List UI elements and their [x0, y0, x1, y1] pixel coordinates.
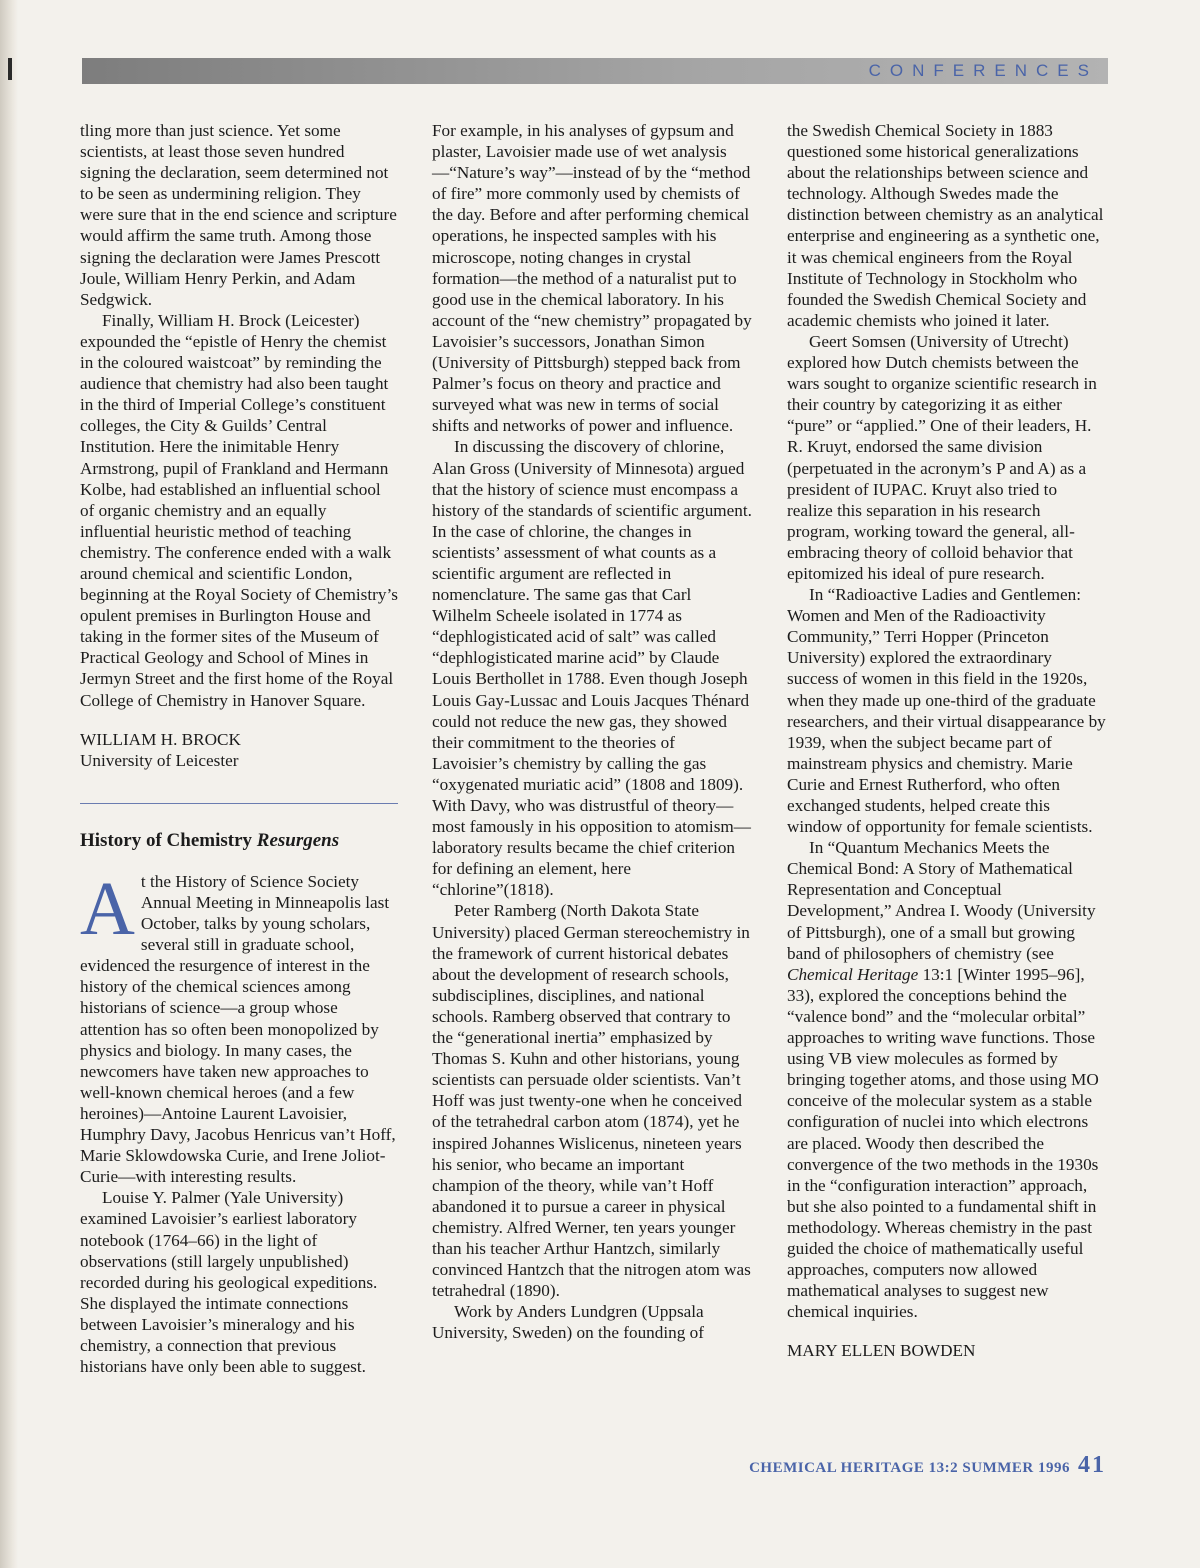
column-middle [432, 120, 752, 1343]
publication-info: CHEMICAL HERITAGE 13:2 SUMMER 1996 [749, 1460, 1070, 1476]
section-title [80, 830, 398, 851]
column-right [787, 120, 1107, 1361]
paragraph: Work by Anders Lundgren (Uppsala University, Sweden) on the founding of [432, 1302, 704, 1343]
binding-mark [8, 58, 12, 80]
author-signature-name: WILLIAM H. BROCK [80, 729, 241, 749]
column-left [80, 120, 398, 1377]
paragraph: Louise Y. Palmer (Yale University) examined Lavoisier’s earliest laboratory notebook (1764–66) in the light of observations (still largely unpublished) recorded during his geological expeditions. She displayed the intimate connections between Lavoisier’s mineralogy and his chemistry, a connection that previous historians have only been able to suggest. [80, 1188, 378, 1377]
paragraph-with-dropcap [80, 866, 398, 1187]
paragraph: Finally, William H. Brock (Leicester) expounded the “epistle of Henry the chemist in the coloured waistcoat” by reminding the audience that chemistry had also been taught in the third of Imperial College’s constituent colleges, the City & Guilds’ Central Institution. Here the inimitable Henry Armstrong, pupil of Frankland and Hermann Kolbe, had established an influential school of organic chemistry and an equally influential heuristic method of teaching chemistry. The conference ended with a walk around chemical and scientific London, beginning at the Royal Society of Chemistry’s opulent premises in Burlington House and taking in the former sites of the Museum of Practical Geology and School of Mines in Jermyn Street and the first home of the Royal College of Chemistry in Hanover Square. [80, 310, 398, 710]
dropcap-letter: A [80, 866, 135, 951]
paragraph: the Swedish Chemical Society in 1883 questioned some historical generalizations about the relationships between science and technology. Although Swedes made the distinction between chemistry as an analytical enterprise and engineering as a synthetic one, it was chemical engineers from the Royal Institute of Technology in Stockholm who founded the Swedish Chemical Society and academic chemists who joined it later. [787, 121, 1104, 330]
paragraph-text: t the History of Science Society Annual Meeting in Minneapolis last October, talks by young scholars, several still in graduate school, evidenced the resurgence of interest in the history of the chemical sciences among historians of science—a group whose attention has so often been monopolized by physics and biology. In many cases, the newcomers have taken new approaches to well-known chemical heroes (and a few heroines)—Antoine Laurent Lavoisier, Humphry Davy, Jacobus Henricus van’t Hoff, Marie Sklowdowska Curie, and Irene Joliot-Curie—with interesting results. [80, 871, 396, 1187]
author-signature-affiliation: University of Leicester [80, 750, 239, 770]
page-spine [0, 0, 18, 1568]
paragraph: In discussing the discovery of chlorine, Alan Gross (University of Minnesota) argued that the history of science must encompass a history of the standards of scientific argument. In the case of chlorine, the changes in scientists’ assessment of what counts as a scientific argument are reflected in nomenclature. The same gas that Carl Wilhelm Scheele isolated in 1774 as “dephlogisticated acid of salt” was called “dephlogisticated marine acid” by Claude Louis Berthollet in 1788. Even though Joseph Louis Gay-Lussac and Louis Jacques Thénard could not reduce the new gas, they showed their commitment to the theories of Lavoisier’s chemistry by calling the gas “oxygenated muriatic acid” (1808 and 1809). With Davy, who was distrustful of theory—most famously in his opposition to atomism—laboratory results became the chief criterion for defining an element, here “chlorine”(1818). [432, 437, 752, 900]
paragraph: For example, in his analyses of gypsum and plaster, Lavoisier made use of wet analysis—“Nature’s way”—instead of by the “method of fire” more commonly used by chemists of the day. Before and after performing chemical operations, he inspected samples with his microscope, noting changes in crystal formation—the method of a naturalist put to good use in the chemical laboratory. In his account of the “new chemistry” propagated by Lavoisier’s successors, Jonathan Simon (University of Pittsburgh) stepped back from Palmer’s focus on theory and practice and surveyed what was new in terms of social shifts and networks of power and influence. [432, 121, 752, 436]
paragraph: In “Radioactive Ladies and Gentlemen: Women and Men of the Radioactivity Community,” Terri Hopper (Princeton University) explored the extraordinary success of women in this field in the 1920s, when they made up one-third of the graduate researchers, and their virtual disappearance by 1939, when the subject became part of mainstream physics and chemistry. Marie Curie and Ernest Rutherford, who often exchanged students, helped create this window of opportunity for female scientists. [787, 585, 1106, 837]
page-footer [749, 1452, 1106, 1479]
section-header-bar [82, 58, 1108, 84]
page-number: 41 [1078, 1452, 1106, 1478]
paragraph-text: In “Quantum Mechanics Meets the Chemical Bond: A Story of Mathematical Representation and Conceptual Development,” Andrea I. Woody (University of Pittsburgh), one of a small but growing band of philosophers of chemistry (see [787, 838, 1096, 963]
section-label: CONFERENCES [868, 61, 1098, 80]
paragraph: tling more than just science. Yet some scientists, at least those seven hundred signing the declaration, seem determined not to be seen as undermining religion. They were sure that in the end science and scripture would affirm the same truth. Among those signing the declaration were James Prescott Joule, William Henry Perkin, and Adam Sedgwick. [80, 121, 397, 309]
paragraph [787, 837, 1107, 1322]
section-title-emphasis: Resurgens [256, 829, 340, 851]
paragraph: Geert Somsen (University of Utrecht) explored how Dutch chemists between the wars sought to organize scientific research in their country by categorizing it as either “pure” or “applied.” One of their leaders, H. R. Kruyt, endorsed the same division (perpetuated in the acronym’s P and A) as a president of IUPAC. Kruyt also tried to realize this separation in his research program, working toward the general, all-embracing theory of colloid behavior that epitomized his ideal of pure research. [787, 331, 1097, 583]
author-signature-name: MARY ELLEN BOWDEN [787, 1341, 976, 1361]
section-title-main: History of Chemistry [80, 829, 257, 851]
paragraph-text: 13:1 [Winter 1995–96], 33), explored the conceptions behind the “valence bond” and the “molecular orbital” approaches to writing wave functions. Those using VB view molecules as formed by bringing together atoms, and those using MO conceive of the molecular system as a stable configuration of nuclei into which electrons are placed. Woody then described the convergence of the two methods in the 1930s in the “configuration interaction” approach, but she also pointed to a fundamental shift in methodology. Whereas chemistry in the past guided the choice of mathematically useful approaches, computers now allowed mathematical analyses to suggest new chemical inquiries. [787, 964, 1099, 1322]
paragraph: Peter Ramberg (North Dakota State University) placed German stereochemistry in the framework of current historical debates about the development of research schools, subdisciplines, disciplines, and national schools. Ramberg observed that contrary to the “generational inertia” emphasized by Thomas S. Kuhn and other historians, young scientists can persuade older scientists. Van’t Hoff was just twenty-one when he conceived of the tetrahedral carbon atom (1874), yet he inspired Johannes Wislicenus, nineteen years his senior, who became an important champion of the theory, while van’t Hoff abandoned it to pursue a career in physical chemistry. Alfred Werner, ten years younger than his teacher Arthur Hantzch, similarly convinced Hantzch that the nitrogen atom was tetrahedral (1890). [432, 901, 751, 1301]
section-divider [80, 803, 398, 804]
journal-title: Chemical Heritage [787, 964, 919, 984]
